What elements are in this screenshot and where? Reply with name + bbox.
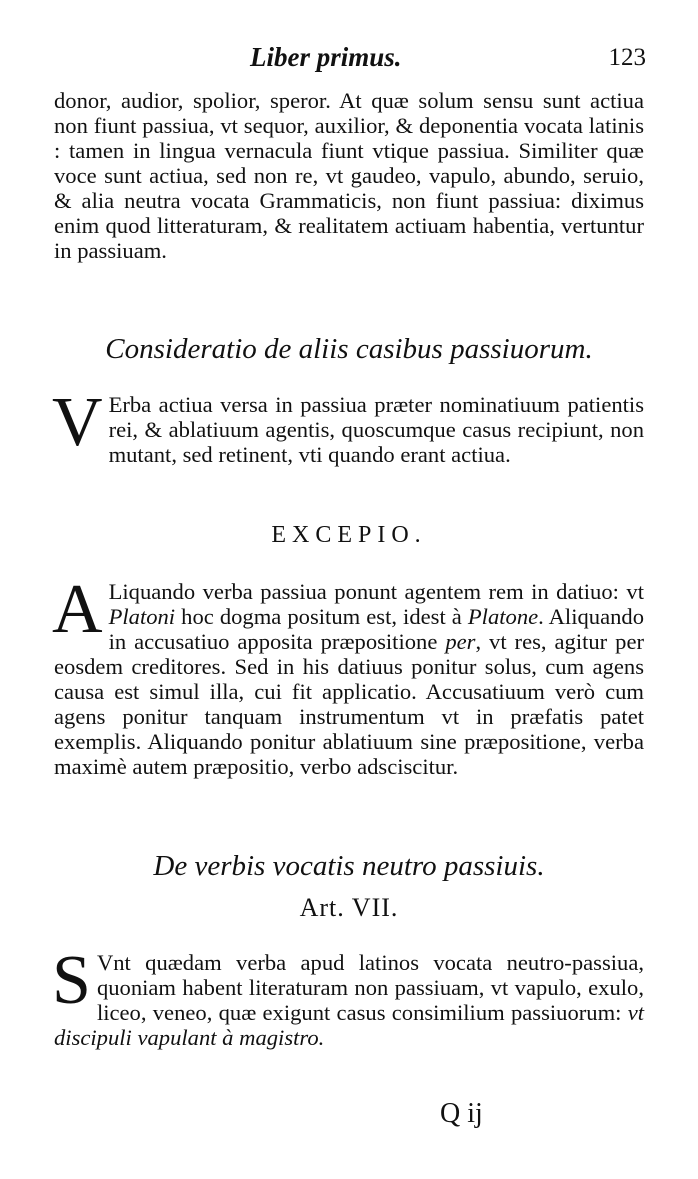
dropcap-s: S bbox=[52, 942, 91, 1019]
paragraph-3 bbox=[52, 571, 644, 779]
dropcap-a: A bbox=[52, 571, 103, 648]
running-head bbox=[0, 42, 698, 82]
page-number: 123 bbox=[608, 44, 646, 71]
paragraph-2-text bbox=[52, 384, 644, 467]
exception-heading: EXCEPIO. bbox=[271, 522, 427, 548]
p4-italic-example: vt discipuli vapulant à magistro. bbox=[54, 1000, 644, 1050]
paragraph-1-text: donor, audior, spolior, speror. At quæ solum sensu sunt actiua non fiunt passiua, vt sequor, auxilior, & deponentia vocata latinis : tamen in lingua vernacula fiunt vtique passiua. Similiter quæ voce sunt actiua, sed non re, vt gaudeo, vapulo, abundo, seruio, & alia neutra vocata Grammaticis, non fiunt passiua: diximus enim quod litteraturam, & realitatem actiuam habentia, vertuntur in passiuam. bbox=[54, 88, 644, 263]
signature-mark: Q ij bbox=[440, 1098, 483, 1129]
p4-text-1: Vnt quædam verba apud latinos vocata neutro-passiua, quoniam habent literaturam non passiuam, vt vapulo, exulo, liceo, veneo, quæ exigunt casus consimilium passiuorum: bbox=[96, 950, 644, 1025]
p3-text-1: Liquando verba passiua ponunt agentem rem in datiuo: vt bbox=[108, 579, 644, 604]
running-title: Liber primus. bbox=[250, 42, 402, 72]
paragraph-1 bbox=[54, 88, 644, 263]
paragraph-4-text bbox=[52, 942, 644, 1050]
article-number: Art. VII. bbox=[299, 893, 399, 922]
p3-italic-per: per bbox=[445, 629, 476, 654]
p3-text-3: . Aliquando in accusatiuo apposita præpositione bbox=[108, 604, 644, 654]
dropcap-v: V bbox=[52, 384, 103, 461]
p3-italic-platoni: Platoni bbox=[108, 604, 176, 629]
p3-text-4: , vt res, agitur per eosdem creditores. Sed in his datiuus ponitur solus, cum agens causa est simul illa, cui fit applicatio. Accusatiuum verò cum agens ponitur tanquam instrumentum vt in præfatis patet exemplis. Aliquando ponitur ablatiuum sine præpositione, verba maximè autem præpositio, verbo adsciscitur. bbox=[54, 629, 644, 779]
paragraph-2-body: Erba actiua versa in passiua præter nominatiuum patientis rei, & ablatiuum agentis, quoscumque casus recipiunt, non mutant, sed retinent, vti quando erant actiua. bbox=[108, 392, 644, 467]
p3-text-2: hoc dogma positum est, idest à bbox=[175, 604, 468, 629]
paragraph-4 bbox=[52, 942, 644, 1050]
p3-italic-platone: Platone bbox=[467, 604, 539, 629]
section-heading-other-cases: Consideratio de aliis casibus passiuorum. bbox=[105, 333, 593, 365]
section-heading-neutro-passiua: De verbis vocatis neutro passiuis. bbox=[153, 850, 545, 882]
paragraph-2 bbox=[52, 384, 644, 467]
paragraph-3-text bbox=[52, 571, 644, 779]
